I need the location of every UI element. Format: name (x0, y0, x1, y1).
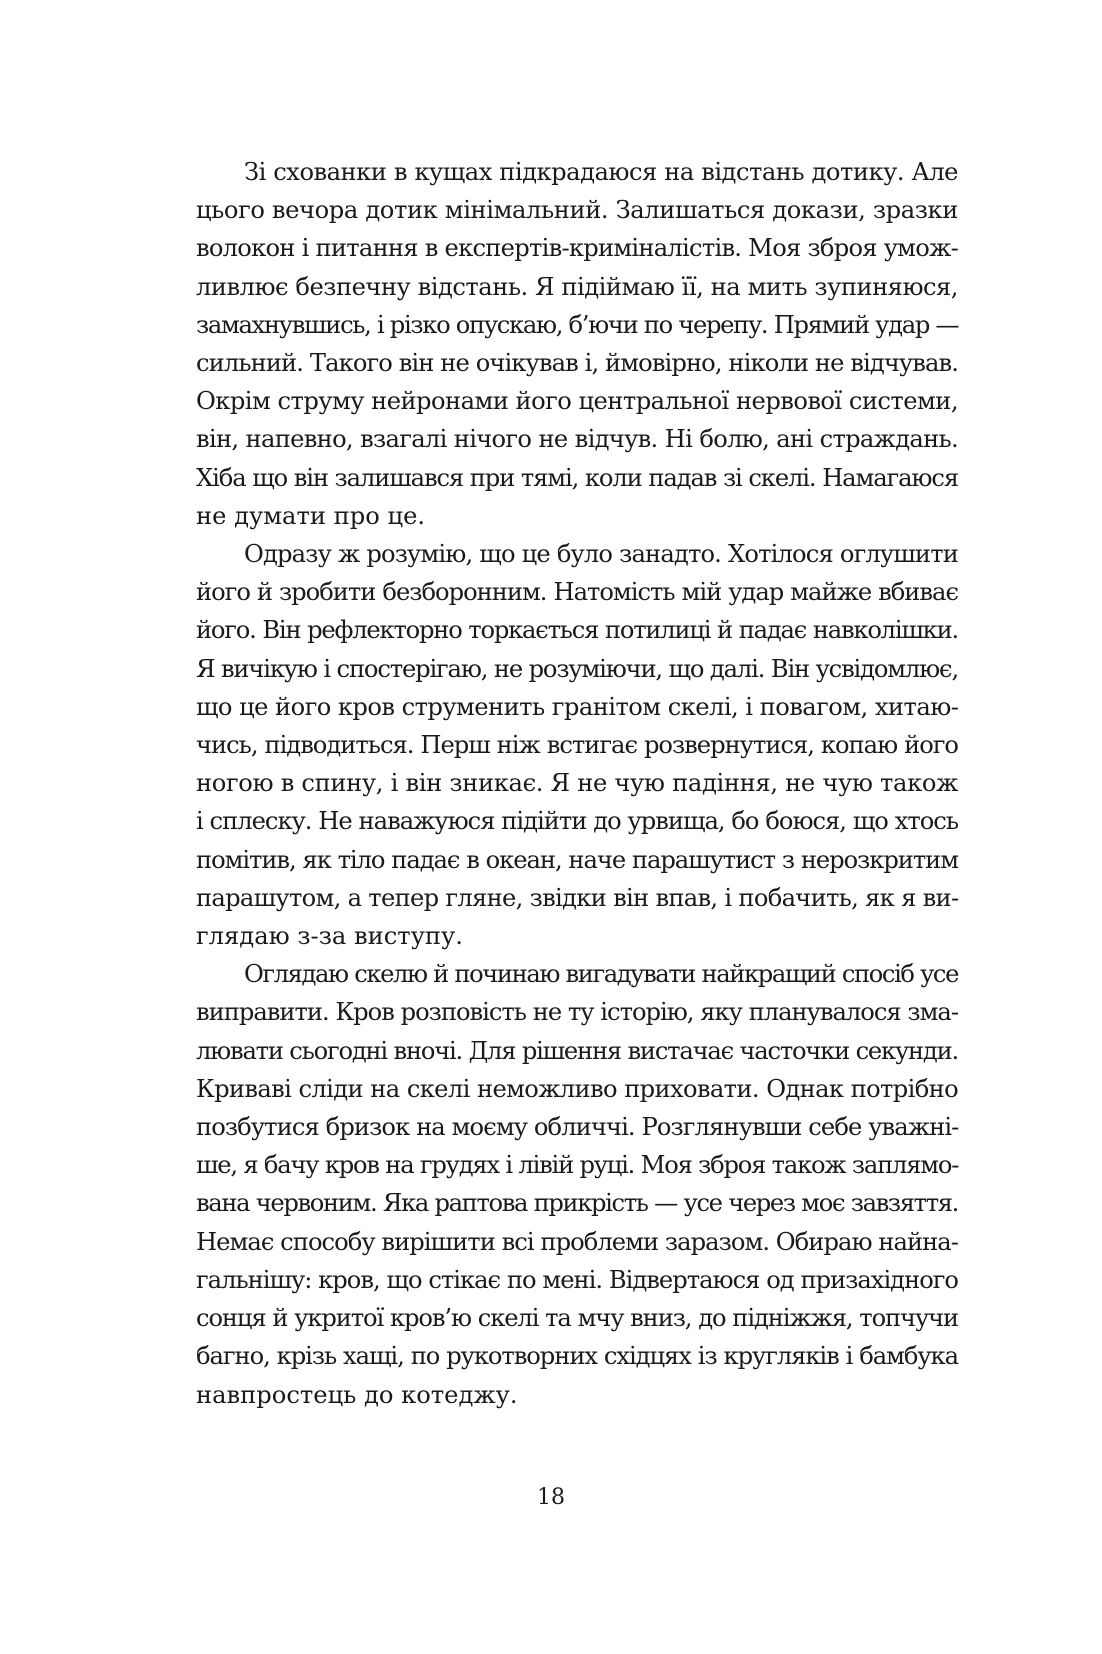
text-line: його. Він рефлекторно торкається потилиці й падає навколішки. (196, 616, 958, 645)
text-line: Хіба що він залишався при тямі, коли падав зі скелі. Намагаюся (196, 463, 958, 492)
text-line: Окрім струму нейронами його центральної нервової системи, (196, 387, 958, 416)
text-line: навпростець до котеджу. (196, 1380, 518, 1409)
text-line: Зі схованки в кущах підкрадаюся на відстань дотику. Але (244, 158, 958, 186)
text-line: Оглядаю скелю й починаю вигадувати найкращий спосіб усе (244, 960, 958, 989)
text-line: ливлює безпечну відстань. Я підіймаю її, на мить зупиняюся, (196, 272, 958, 301)
text-line: лювати сьогодні вночі. Для рішення вистачає часточки секунди. (196, 1036, 958, 1065)
text-line: ногою в спину, і він зникає. Я не чую падіння, не чую також (196, 769, 958, 798)
text-line: позбутися бризок на моєму обличчі. Розглянувши себе уважні- (196, 1113, 959, 1142)
text-line: не думати про це. (196, 501, 426, 530)
text-line: Криваві сліди на скелі неможливо приховати. Однак потрібно (196, 1074, 958, 1103)
text-line: волокон і питання в експертів-криміналістів. Моя зброя умож- (196, 234, 958, 263)
text-line: і сплеску. Не наважуюся підійти до урвища, бо боюся, що хтось (196, 807, 958, 836)
paragraph-1 (148, 153, 958, 535)
text-line: гальнішу: кров, що стікає по мені. Відвертаюся од призахідного (196, 1265, 958, 1294)
text-line: виправити. Кров розповість не ту історію, яку планувалося зма- (196, 998, 958, 1027)
text-line: він, напевно, взагалі нічого не відчув. Ні болю, ані страждань. (196, 425, 958, 454)
page-number: 18 (537, 1485, 565, 1510)
text-line: чись, підводиться. Перш ніж встигає розвернутися, копаю його (196, 731, 958, 760)
text-line: Я вичікую і спостерігаю, не розуміючи, що далі. Він усвідомлює, (196, 654, 958, 683)
text-line: цього вечора дотик мінімальний. Залишаться докази, зразки (196, 196, 958, 225)
paragraph-3 (148, 955, 958, 1413)
text-line: парашутом, а тепер гляне, звідки він впав, і побачить, як я ви- (196, 883, 959, 912)
text-line: сонця й укритої кров’ю скелі та мчу вниз, до підніжжя, топчучи (196, 1304, 958, 1333)
paragraph-2 (148, 535, 958, 955)
text-line: вана червоним. Яка раптова прикрість — усе через моє завзяття. (196, 1189, 958, 1218)
text-line: Одразу ж розумію, що це було занадто. Хотілося оглушити (244, 540, 958, 569)
text-line: що це його кров струменить гранітом скелі, і повагом, хитаю- (196, 692, 959, 721)
text-line: сильний. Такого він не очікував і, ймовірно, ніколи не відчував. (196, 349, 958, 378)
text-line: багно, крізь хащі, по рукотворних східцях із кругляків і бамбука (196, 1342, 958, 1371)
text-line: глядаю з-за виступу. (196, 922, 463, 951)
text-line: Немає способу вирішити всі проблеми заразом. Обираю найна- (196, 1227, 958, 1256)
text-line: ше, я бачу кров на грудях і лівій руці. Моя зброя також заплямо- (196, 1151, 959, 1180)
page-body (148, 153, 958, 1414)
text-line: його й зробити безборонним. Натомість мій удар майже вбиває (196, 578, 958, 607)
text-line: помітив, як тіло падає в океан, наче парашутист з нерозкритим (196, 845, 958, 874)
text-line: замахнувшись, і різко опускаю, б’ючи по черепу. Прямий удар — (196, 310, 959, 339)
